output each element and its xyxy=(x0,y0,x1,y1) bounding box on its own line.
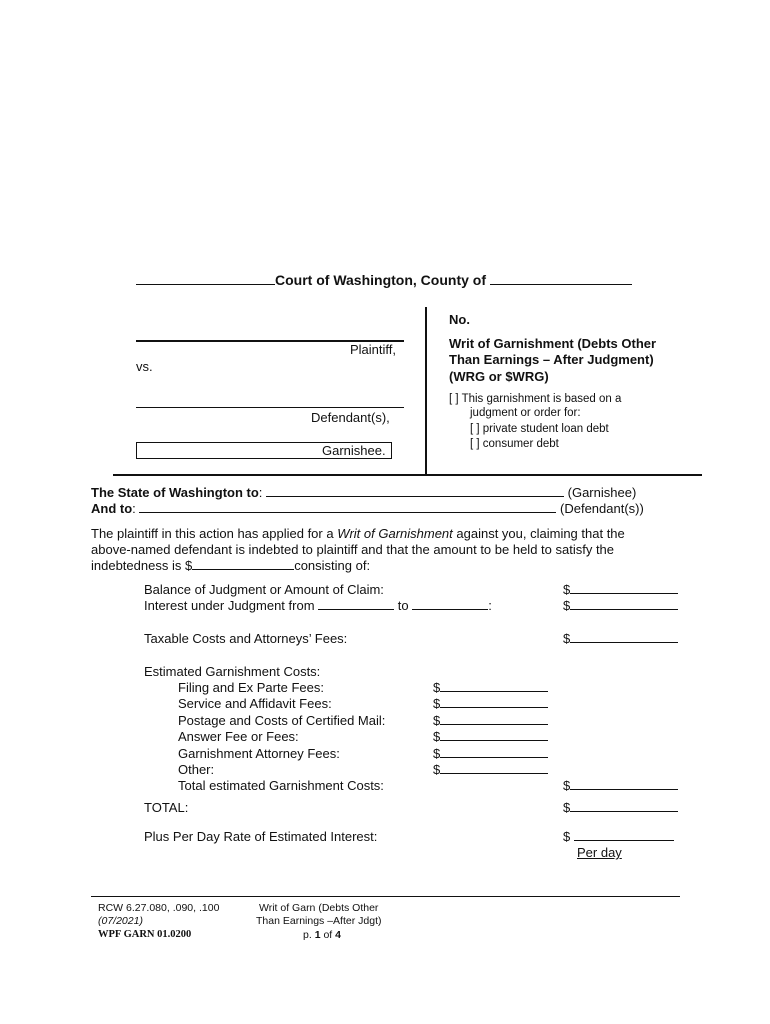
interest-from-label: Interest under Judgment from xyxy=(144,598,315,613)
interest-amount[interactable] xyxy=(563,598,678,613)
amount-blank[interactable] xyxy=(570,631,678,643)
basis-option-student-loan[interactable]: [ ] private student loan debt xyxy=(470,423,609,435)
total-amount[interactable] xyxy=(563,800,678,815)
footer-date: (07/2021) xyxy=(98,915,143,927)
footer-page-number xyxy=(303,929,341,941)
caption-bottom-rule xyxy=(113,474,702,476)
dollar-sign: $ xyxy=(433,680,441,695)
interest-line: Interest under Judgment from to : xyxy=(144,598,492,613)
state-to-line: The State of Washington to: (Garnishee) xyxy=(91,485,637,500)
answer-fee-amount[interactable] xyxy=(433,729,548,744)
garnishee-suffix: (Garnishee) xyxy=(567,485,637,500)
other-label: Other: xyxy=(178,762,215,777)
taxable-costs-label: Taxable Costs and Attorneys’ Fees: xyxy=(144,631,348,646)
court-heading xyxy=(136,272,632,288)
per-day-label: Per day xyxy=(577,845,622,860)
para-text: The plaintiff in this action has applied for a xyxy=(91,526,338,541)
court-name-blank[interactable] xyxy=(136,273,275,285)
est-costs-heading: Estimated Garnishment Costs: xyxy=(144,664,321,679)
dollar-sign: $ xyxy=(433,696,441,711)
per-day-rate-amount[interactable] xyxy=(563,829,674,844)
basis-option-consumer-debt[interactable]: [ ] consumer debt xyxy=(470,438,559,450)
footer-title-line1: Writ of Garn (Debts Other xyxy=(259,902,379,914)
postage-label: Postage and Costs of Certified Mail: xyxy=(178,713,386,728)
dollar-sign: $ xyxy=(433,713,441,728)
page-current: 1 xyxy=(314,929,321,941)
defendant-label: Defendant(s), xyxy=(311,410,390,425)
caption-divider xyxy=(425,307,427,475)
body-para-line2: above-named defendant is indebted to plaintiff and that the amount to be held to satisfy the xyxy=(91,542,615,557)
postage-amount[interactable] xyxy=(433,713,548,728)
para-text: against you, claiming that the xyxy=(452,526,625,541)
interest-from-date-blank[interactable] xyxy=(318,598,394,610)
amount-blank[interactable] xyxy=(440,680,548,692)
footer-title-line2: Than Earnings –After Jdgt) xyxy=(256,915,382,927)
balance-label: Balance of Judgment or Amount of Claim: xyxy=(144,582,384,597)
dollar-sign: $ xyxy=(563,829,571,844)
service-fees-amount[interactable] xyxy=(433,696,548,711)
doc-title-line3: (WRG or $WRG) xyxy=(449,369,549,384)
state-to-label: The State of Washington to xyxy=(91,485,259,500)
page-total: 4 xyxy=(335,929,341,941)
dollar-sign: $ xyxy=(563,631,571,646)
defendant-name-blank[interactable] xyxy=(139,501,556,513)
taxable-costs-amount[interactable] xyxy=(563,631,678,646)
balance-amount[interactable] xyxy=(563,582,678,597)
amount-blank[interactable] xyxy=(574,829,674,841)
writ-title-italic: Writ of Garnishment xyxy=(337,526,453,541)
page-prefix: p. xyxy=(303,929,315,941)
garnishee-name-blank[interactable] xyxy=(266,485,564,497)
doc-title-line2: Than Earnings – After Judgment) xyxy=(449,352,654,367)
attorney-fees-label: Garnishment Attorney Fees: xyxy=(178,746,340,761)
amount-blank[interactable] xyxy=(570,582,678,594)
case-number-label: No. xyxy=(449,312,470,327)
doc-title-line1: Writ of Garnishment (Debts Other xyxy=(449,336,657,351)
vs-label: vs. xyxy=(136,359,153,374)
and-to-line: And to: (Defendant(s)) xyxy=(91,501,644,516)
amount-blank[interactable] xyxy=(440,746,548,758)
dollar-sign: $ xyxy=(433,729,441,744)
total-est-amount[interactable] xyxy=(563,778,678,793)
amount-blank[interactable] xyxy=(440,762,548,774)
answer-fee-label: Answer Fee or Fees: xyxy=(178,729,299,744)
attorney-fees-amount[interactable] xyxy=(433,746,548,761)
dollar-sign: $ xyxy=(433,746,441,761)
dollar-sign: $ xyxy=(563,598,571,613)
page-mid: of xyxy=(320,929,336,941)
court-title: Court of Washington, County of xyxy=(275,272,486,288)
amount-blank[interactable] xyxy=(570,778,678,790)
basis-line2: judgment or order for: xyxy=(470,407,581,419)
para-text: indebtedness is $ xyxy=(91,558,193,573)
dollar-sign: $ xyxy=(563,800,571,815)
para-text: consisting of: xyxy=(294,558,371,573)
other-amount[interactable] xyxy=(433,762,548,777)
amount-blank[interactable] xyxy=(570,598,678,610)
per-day-rate-label: Plus Per Day Rate of Estimated Interest: xyxy=(144,829,378,844)
plaintiff-label: Plaintiff, xyxy=(350,342,397,357)
indebtedness-amount-blank[interactable] xyxy=(192,558,294,570)
footer-rcw: RCW 6.27.080, .090, .100 xyxy=(98,902,220,914)
dollar-sign: $ xyxy=(433,762,441,777)
footer-rule xyxy=(91,896,680,897)
basis-line1: [ ] This garnishment is based on a xyxy=(449,393,622,405)
amount-blank[interactable] xyxy=(440,729,548,741)
dollar-sign: $ xyxy=(563,582,571,597)
total-est-label: Total estimated Garnishment Costs: xyxy=(178,778,384,793)
amount-blank[interactable] xyxy=(440,696,548,708)
total-label: TOTAL: xyxy=(144,800,189,815)
interest-to-date-blank[interactable] xyxy=(412,598,488,610)
filing-fees-label: Filing and Ex Parte Fees: xyxy=(178,680,324,695)
body-para-line1 xyxy=(91,526,625,541)
body-para-line3 xyxy=(91,558,370,573)
service-fees-label: Service and Affidavit Fees: xyxy=(178,696,332,711)
county-blank[interactable] xyxy=(490,273,632,285)
interest-to-label: to xyxy=(397,598,409,613)
footer-form-id: WPF GARN 01.0200 xyxy=(98,929,192,940)
garnishee-label: Garnishee. xyxy=(322,443,386,458)
amount-blank[interactable] xyxy=(570,800,678,812)
filing-fees-amount[interactable] xyxy=(433,680,548,695)
defendant-suffix: (Defendant(s)) xyxy=(560,501,644,516)
dollar-sign: $ xyxy=(563,778,571,793)
and-to-label: And to xyxy=(91,501,133,516)
defendant-name-line[interactable] xyxy=(136,407,404,408)
amount-blank[interactable] xyxy=(440,713,548,725)
